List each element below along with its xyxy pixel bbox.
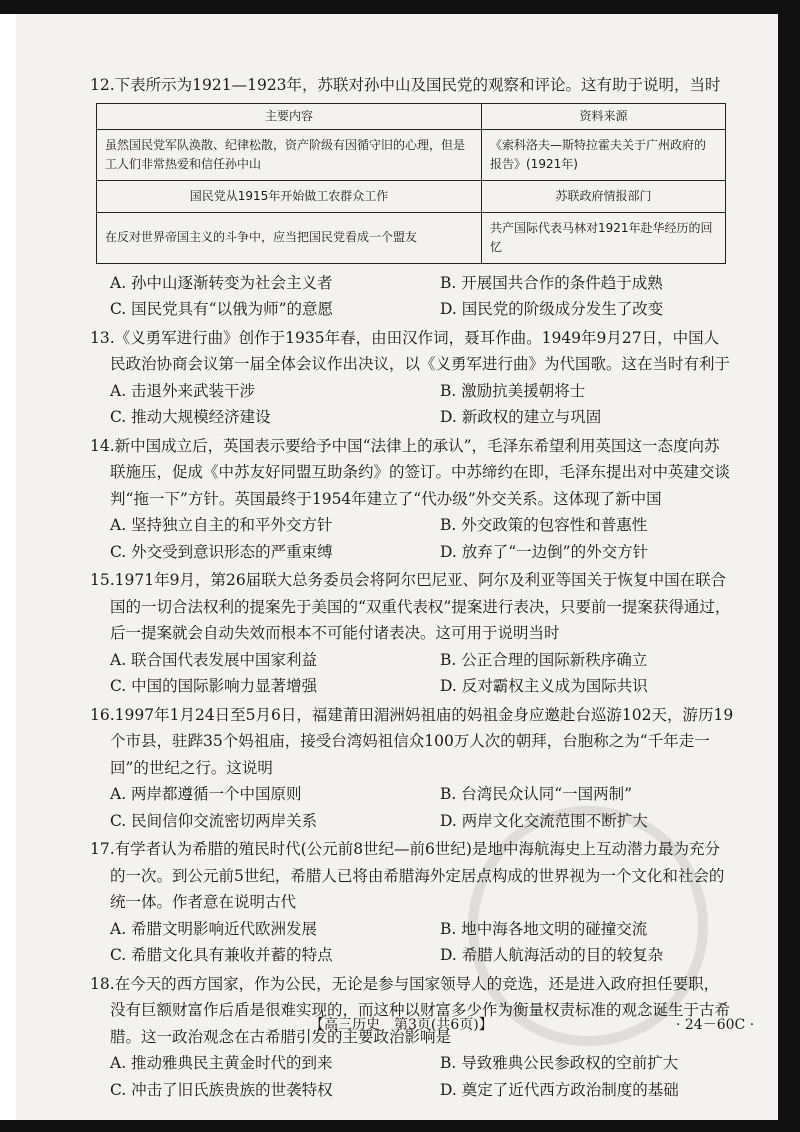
options <box>90 512 734 565</box>
table-cell: 国民党从1915年开始做工农群众工作 <box>97 180 482 212</box>
option-d: D. 放弃了“一边倒”的外交方针 <box>440 542 649 561</box>
option-d: D. 希腊人航海活动的目的较复杂 <box>440 946 664 964</box>
option-a: A. 孙中山逐渐转变为社会主义者 <box>110 273 333 292</box>
question-list <box>90 72 734 1105</box>
options <box>90 378 734 431</box>
question-text: 16.1997年1月24日至5月6日，福建莆田湄洲妈祖庙的妈祖金身应邀赴台巡游102天，游历19个市县，驻跸35个妈祖庙，接受台湾妈祖信众100万人次的朝拜，台胞称之为“千年走一回”的世纪之行。这说明 <box>90 705 734 777</box>
table-row <box>97 129 726 180</box>
option-c: C. 推动大规模经济建设 <box>110 408 271 426</box>
scan-edge-right <box>778 0 800 1132</box>
option-b: B. 台湾民众认同“一国两制” <box>440 785 633 803</box>
option-b: B. 导致雅典公民参政权的空前扩大 <box>440 1054 679 1072</box>
options <box>90 647 734 700</box>
option-a: A. 推动雅典民主黄金时代的到来 <box>110 1054 333 1072</box>
question-17 <box>90 836 734 969</box>
options <box>90 270 734 323</box>
page-footer: 【高三历史 第3页(共6页)】 <box>310 1017 493 1033</box>
table-header-row <box>97 103 726 129</box>
question-text: 18.在今天的西方国家，作为公民，无论是参与国家领导人的竞选，还是进入政府担任要职，没有巨额财富作后盾是很难实现的，而这种以财富多少作为衡量权责标准的观念诞生于古希腊。这一政治观念在古希腊引发的主要政治影响是 <box>90 974 731 1046</box>
question-12 <box>90 72 734 323</box>
question-text: 12.下表所示为1921—1923年，苏联对孙中山及国民党的观察和评论。这有助于说明，当时 <box>90 76 721 94</box>
option-c: C. 希腊文化具有兼收并蓄的特点 <box>110 946 333 964</box>
exam-code: · 24－60C · <box>676 1017 755 1033</box>
question-15 <box>90 567 734 700</box>
option-d: D. 反对霸权主义成为国际共识 <box>440 677 648 695</box>
question-text: 14.新中国成立后，英国表示要给予中国“法律上的承认”，毛泽东希望利用英国这一态度向苏联施压，促成《中苏友好同盟互助条约》的签订。中苏缔约在即，毛泽东提出对中英建交谈判“拖一下”方针。英国最终于1954年建立了“代办级”外交关系。这体现了新中国 <box>90 436 731 508</box>
options <box>90 916 734 969</box>
table-row <box>97 180 726 212</box>
question-18 <box>90 971 734 1104</box>
option-a: A. 联合国代表发展中国家利益 <box>110 650 318 669</box>
question-16 <box>90 702 734 835</box>
option-b: B. 公正合理的国际新秩序确立 <box>440 650 648 669</box>
source-table <box>96 103 726 264</box>
option-a: A. 击退外来武装干涉 <box>110 381 256 400</box>
question-text: 17.有学者认为希腊的殖民时代(公元前8世纪—前6世纪)是地中海航海史上互动潜力最为充分的一次。到公元前5世纪，希腊人已将由希腊海外定居点构成的世界视为一个文化和社会的统一体。作者意在说明古代 <box>90 840 725 911</box>
option-c: C. 民间信仰交流密切两岸关系 <box>110 811 318 830</box>
option-d: D. 奠定了近代西方政治制度的基础 <box>440 1080 679 1099</box>
option-c: C. 国民党具有“以俄为师”的意愿 <box>110 300 334 318</box>
options <box>90 781 734 834</box>
option-b: B. 激励抗美援朝将士 <box>440 381 586 400</box>
table-cell: 共产国际代表马林对1921年赴华经历的回忆 <box>482 212 726 263</box>
option-d: D. 新政权的建立与巩固 <box>440 408 602 426</box>
scan-edge-top <box>0 0 800 14</box>
question-text: 15.1971年9月，第26届联大总务委员会将阿尔巴尼亚、阿尔及利亚等国关于恢复中国在联合国的一切合法权利的提案先于美国的“双重代表权”提案进行表决，只要前一提案获得通过，后一提案就会自动失效而根本不可能付诸表决。这可用于说明当时 <box>90 571 731 642</box>
question-13 <box>90 325 734 431</box>
table-cell: 在反对世界帝国主义的斗争中，应当把国民党看成一个盟友 <box>97 212 482 263</box>
option-c: C. 外交受到意识形态的严重束缚 <box>110 542 333 561</box>
option-a: A. 希腊文明影响近代欧洲发展 <box>110 919 318 938</box>
option-b: B. 外交政策的包容性和普惠性 <box>440 516 648 534</box>
option-d: D. 两岸文化交流范围不断扩大 <box>440 811 648 830</box>
table-header: 资料来源 <box>482 103 726 129</box>
option-c: C. 冲击了旧氏族贵族的世袭特权 <box>110 1080 333 1099</box>
option-d: D. 国民党的阶级成分发生了改变 <box>440 300 664 318</box>
options <box>90 1050 734 1103</box>
option-b: B. 地中海各地文明的碰撞交流 <box>440 919 648 938</box>
table-cell: 《索科洛夫—斯特拉霍夫关于广州政府的报告》(1921年) <box>482 129 726 180</box>
scan-edge-bottom <box>0 1120 800 1132</box>
option-a: A. 坚持独立自主的和平外交方针 <box>110 516 333 534</box>
table-row <box>97 212 726 263</box>
table-cell: 虽然国民党军队涣散、纪律松散，资产阶级有因循守旧的心理，但是工人们非常热爱和信任孙中山 <box>97 129 482 180</box>
option-b: B. 开展国共合作的条件趋于成熟 <box>440 273 663 292</box>
table-cell: 苏联政府情报部门 <box>482 180 726 212</box>
question-text: 13.《义勇军进行曲》创作于1935年春，由田汉作词，聂耳作曲。1949年9月27日，中国人民政治协商会议第一届全体会议作出决议，以《义勇军进行曲》为代国歌。这在当时有利于 <box>90 328 731 373</box>
option-c: C. 中国的国际影响力显著增强 <box>110 677 318 695</box>
option-a: A. 两岸都遵循一个中国原则 <box>110 785 302 803</box>
table-header: 主要内容 <box>97 103 482 129</box>
question-14 <box>90 433 734 566</box>
